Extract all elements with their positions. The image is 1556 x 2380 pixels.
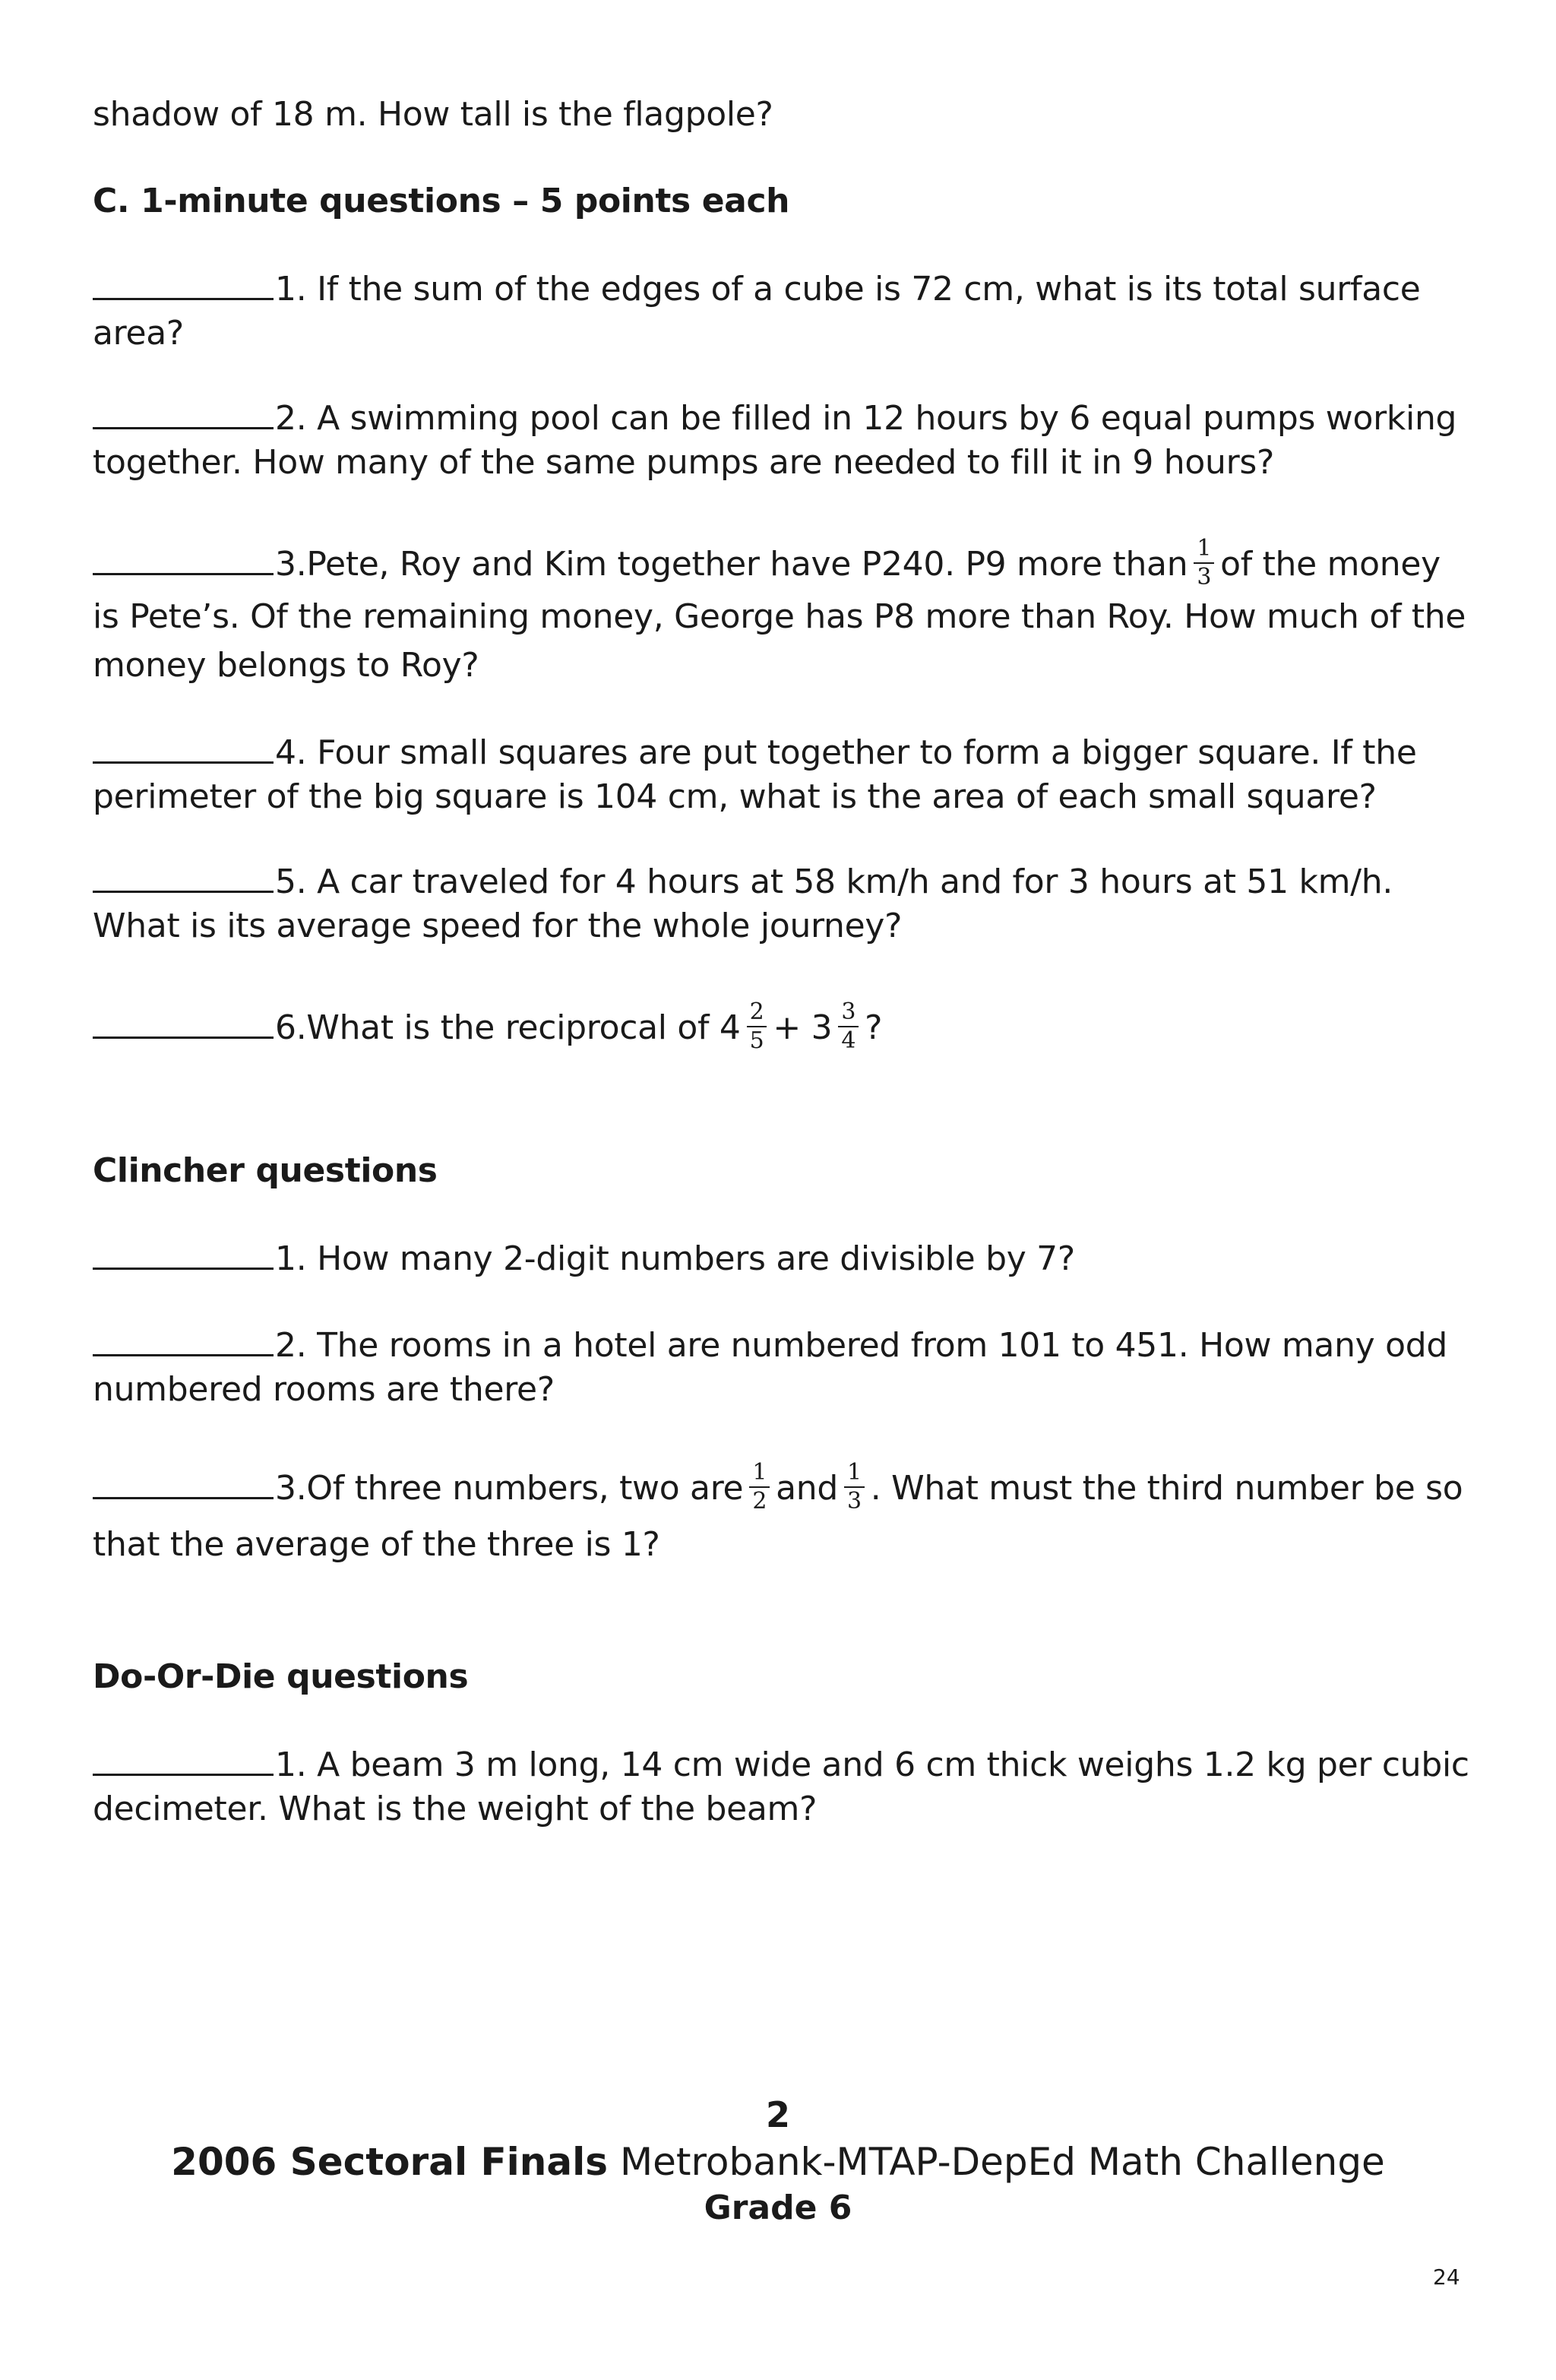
fraction-denominator: 3 [847,1488,862,1514]
fraction [1194,536,1214,590]
fraction-denominator: 4 [841,1027,856,1054]
question-number: 1. [275,1745,307,1784]
question-text: What is the reciprocal of [306,1008,710,1047]
footer-title-bold: 2006 Sectoral Finals [171,2140,609,2184]
question-c6 [93,999,1475,1056]
question-number: 3. [275,545,307,584]
question-number: 5. [275,862,307,901]
question-text: The rooms in a hotel are numbered from 101 to 451. How many odd numbered rooms are there? [93,1326,1447,1409]
question-mark: ? [865,1008,883,1047]
fraction-numerator: 1 [752,1459,767,1486]
question-clincher-1 [93,1237,1475,1281]
question-number: 1. [275,270,307,309]
footer-page-number: 2 [765,2094,790,2135]
answer-blank[interactable] [93,267,274,300]
question-do-or-die-1 [93,1743,1475,1831]
question-number: 6. [275,1008,307,1047]
question-number: 2. [275,1326,307,1365]
whole-number: 3 [811,1008,833,1047]
do-or-die-heading: Do-Or-Die questions [93,1657,469,1696]
fraction-denominator: 3 [1197,564,1212,590]
question-text-cont: . What must the third number be so that the average of the three is 1? [93,1469,1463,1564]
answer-blank[interactable] [93,397,274,429]
fraction [749,1461,770,1514]
question-number: 3. [275,1469,307,1508]
question-c4 [93,731,1475,819]
footer-title [0,2140,1556,2184]
answer-blank[interactable] [93,1237,274,1270]
question-c1 [93,267,1475,356]
answer-blank[interactable] [93,1324,274,1356]
question-c3 [93,535,1475,690]
answer-blank[interactable] [93,1467,274,1499]
plus-sign: + [773,1008,801,1047]
question-number: 1. [275,1239,307,1278]
question-text: How many 2-digit numbers are divisible by 7? [317,1239,1075,1278]
question-clincher-2 [93,1324,1475,1412]
fraction [838,1000,859,1053]
section-c-heading: C. 1-minute questions – 5 points each [93,182,790,220]
question-text-cont: of the money is Pete’s. Of the remaining money, George has P8 more than Roy. How much of the money belongs to Roy? [93,545,1466,685]
clincher-heading: Clincher questions [93,1151,438,1190]
fraction-numerator: 3 [841,999,856,1025]
question-text: A car traveled for 4 hours at 58 km/h and for 3 hours at 51 km/h. What is its average speed for the whole journey? [93,862,1393,945]
question-text: If the sum of the edges of a cube is 72 cm, what is its total surface area? [93,270,1421,353]
fraction-numerator: 1 [847,1459,862,1486]
question-number: 2. [275,399,307,438]
question-text: A swimming pool can be filled in 12 hours by 6 equal pumps working together. How many of the same pumps are needed to fill it in 9 hours? [93,399,1457,482]
question-text: Pete, Roy and Kim together have P240. P9 more than [306,545,1188,584]
whole-number: 4 [719,1008,741,1047]
answer-blank[interactable] [93,731,274,764]
fraction-numerator: 2 [749,999,764,1025]
carryover-text [93,93,1475,137]
question-text: Of three numbers, two are [306,1469,744,1508]
footer-grade: Grade 6 [704,2189,852,2227]
footer-title-rest: Metrobank-MTAP-DepEd Math Challenge [619,2140,1385,2184]
question-clincher-3 [93,1461,1475,1573]
question-text: A beam 3 m long, 14 cm wide and 6 cm thick weighs 1.2 kg per cubic decimeter. What is the weight of the beam? [93,1745,1469,1828]
fraction-numerator: 1 [1197,535,1212,562]
page-number: 24 [1433,2264,1460,2290]
question-c2 [93,397,1475,485]
answer-blank[interactable] [93,860,274,893]
question-number: 4. [275,733,307,772]
answer-blank[interactable] [93,1743,274,1776]
question-text: Four small squares are put together to form a bigger square. If the perimeter of the big square is 104 cm, what is the area of each small square? [93,733,1417,816]
carryover-sentence: shadow of 18 m. How tall is the flagpole? [93,95,773,134]
question-c5 [93,860,1475,948]
answer-blank[interactable] [93,543,274,575]
fraction [844,1461,865,1514]
fraction-denominator: 5 [749,1027,764,1054]
fraction-denominator: 2 [752,1488,767,1514]
fraction [747,1000,767,1053]
answer-blank[interactable] [93,1006,274,1039]
and-word: and [776,1469,838,1508]
